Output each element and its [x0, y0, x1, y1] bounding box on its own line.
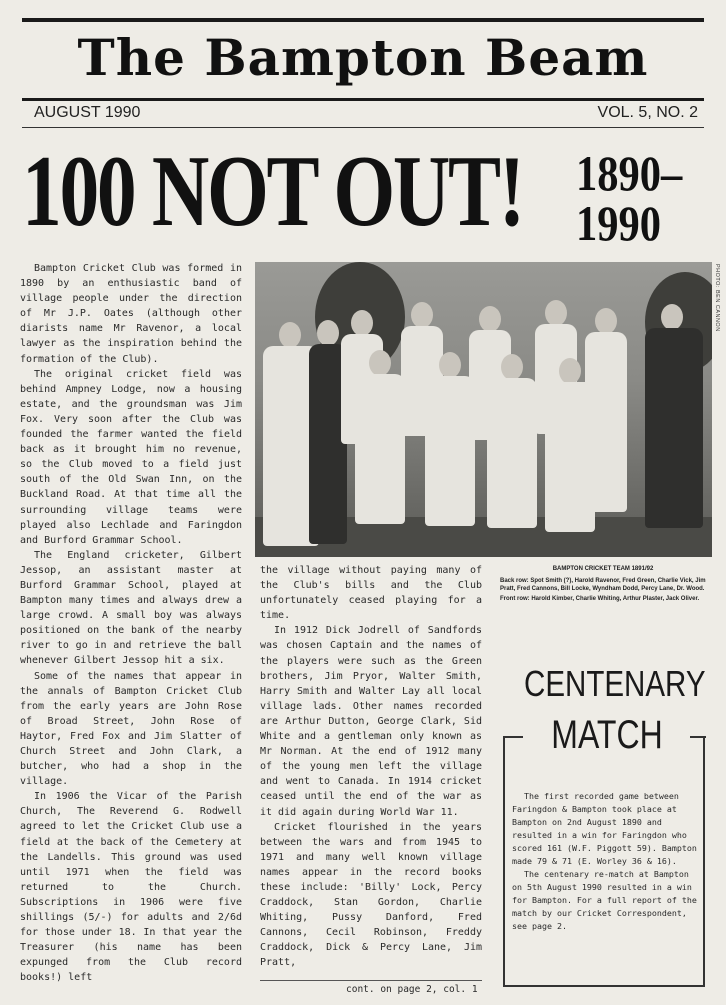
issue-date: AUGUST 1990 [34, 104, 141, 121]
headline: 100 NOT OUT! [22, 135, 523, 248]
article-column-1 [20, 261, 242, 991]
headline-years: 1890–1990 [576, 145, 683, 251]
photo-credit: PHOTO: BEN CANNON [714, 264, 720, 332]
paragraph: Some of the names that appear in the annals of Bampton Cricket Club from the early years are John Rose of Broad Street, John Rose of Haytor, Fred Fox and Jim Slatter of Church Street and John Clark, a butcher, who had a shop in the village. [20, 670, 242, 788]
date-rule [22, 127, 704, 128]
paragraph: Cricket flourished in the years between the wars and from 1945 to 1971 and many well known village names appear in the record books these include: 'Billy' Lock, Percy Craddock, Stan Gordon, Charlie Whiting, Pussy Danford, Fred Cannons, Cecil Robinson, Freddy Craddock, Dick & Percy Lane, Jim Pratt, [260, 821, 482, 969]
masthead-rule [22, 98, 704, 101]
sidebar-rule-right [690, 736, 706, 738]
caption-back-row: Back row: Spot Smith (?), Harold Ravenor, Fred Green, Charlie Vick, Jim Pratt, Fred Cannons, Bill Locke, Wyndham Dodd, Percy Lane, Dr. Wood. [500, 578, 706, 592]
paragraph: The England cricketer, Gilbert Jessop, an assistant master at Burford Grammar School, played at Bampton many times and always drew a large crowd. A small boy was always positioned on the bank of the nearby river to go in and retrieve the ball whenever Gilbert Jessop hit a six. [20, 549, 242, 667]
caption-title: BAMPTON CRICKET TEAM 1891/92 [552, 566, 654, 572]
paragraph: In 1906 the Vicar of the Parish Church, The Reverend G. Rodwell agreed to let the Cricket Club use a field at the back of the Cemetery at the Landells. This ground was used until 1971 when the field was returned to the Church. Subscriptions in 1906 were five shillings (5/-) for adults and 2/6d for those under 18. In that year the Treasurer (his name has been expunged from the Club record books!) left [20, 791, 242, 984]
continuation-rule [260, 980, 482, 981]
photo-caption [500, 565, 706, 605]
paragraph: The centenary re-match at Bampton on 5th August 1990 resulted in a win for Bampton. For a full report of the match by our Cricket Correspondent, see page 2. [512, 869, 697, 931]
paragraph: The first recorded game between Faringdon & Bampton took place at Bampton on 2nd August 1890 and resulted in a win for Faringdon who scored 161 (W.F. Piggott 59). Bampton made 79 & 71 (E. Worley 36 & 16). [512, 791, 697, 866]
continued-note: cont. on page 2, col. 1 [346, 984, 478, 995]
paragraph: the village without paying many of the Club's bills and the Club unfortunately ceased playing for a time. [260, 565, 482, 622]
paragraph: Bampton Cricket Club was formed in 1890 by an enthusiastic band of village people under the direction of Mr J.P. Oates (although other diarists name Mr Ravenor, a local lawyer as the inspiration behind the formation of the Club). [20, 263, 242, 365]
masthead-title: The Bampton Beam [77, 28, 649, 87]
sidebar-title: CENTENARY [524, 663, 706, 704]
volume-number: VOL. 5, NO. 2 [597, 104, 698, 121]
caption-front-row: Front row: Harold Kimber, Charlie Whiting, Arthur Plaster, Jack Oliver. [500, 596, 700, 602]
sidebar-subtitle: MATCH [544, 712, 670, 758]
sidebar-text [512, 790, 698, 933]
article-column-2 [260, 563, 482, 978]
paragraph: The original cricket field was behind Ampney Lodge, now a housing estate, and the groundsman was Jim Fox. Very soon after the Club was founded the farmer wanted the field back as it brought him no revenue, so the Club moved to a field just south of the Old Swan Inn, on the Buckland Road. At that time all the surrounding village teams were played also Lechlade and Faringdon and Burford Grammar School. [20, 368, 242, 546]
sidebar-rule-left [503, 736, 523, 738]
paragraph: In 1912 Dick Jodrell of Sandfords was chosen Captain and the names of the players were such as the Green brothers, Jim Pryor, Walter Smith, Harry Smith and Walter Lay all local village lads. Other names recorded are Arthur Dutton, George Clark, Sid White and a gentleman only known as Mr Norman. At the end of 1912 many of the young men left the village and went to Canada. In 1914 cricket ceased until the end of the war as it did again during World War 11. [260, 625, 482, 818]
team-photo [255, 262, 712, 557]
